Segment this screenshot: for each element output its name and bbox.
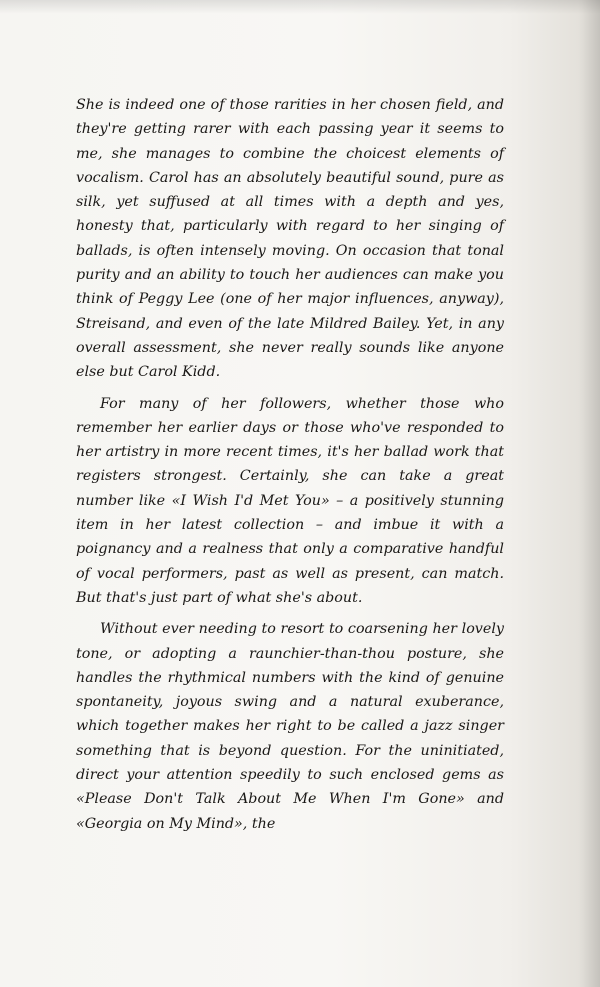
page-top-shadow xyxy=(0,0,600,14)
paragraph-3: Without ever needing to resort to coarsening her lovely tone, or adopting a raunchier-than-thou posture, she handles the rhythmical numbers with the kind of genuine spontaneity, joyous swing and a natural exuberance, which together makes her right to be called a jazz singer something that is beyond question. For the uninitiated, direct your attention speedily to such enclosed gems as «Please Don't Talk About Me When I'm Gone» and «Georgia on My Mind», the xyxy=(76,621,504,832)
paragraph-2: For many of her followers, whether those who remember her earlier days or those who've responded to her artistry in more recent times, it's her ballad work that registers strongest. Certainly, she can take a great number like «I Wish I'd Met You» – a positively stunning item in her latest collection – and imbue it with a poignancy and a realness that only a comparative handful of vocal performers, past as well as present, can match. But that's just part of what she's about. xyxy=(76,395,504,606)
liner-notes-text xyxy=(76,93,504,843)
paragraph-1: She is indeed one of those rarities in her chosen field, and they're getting rarer with each passing year it seems to me, she manages to combine the choicest elements of vocalism. Carol has an absolutely beautiful sound, pure as silk, yet suffused at all times with a depth and yes, honesty that, particularly with regard to her singing of ballads, is often intensely moving. On occasion that tonal purity and an ability to touch her audiences can make you think of Peggy Lee (one of her major influences, anyway), Streisand, and even of the late Mildred Bailey. Yet, in any overall assessment, she never really sounds like anyone else but Carol Kidd. xyxy=(76,97,504,381)
page-right-edge xyxy=(578,0,600,987)
